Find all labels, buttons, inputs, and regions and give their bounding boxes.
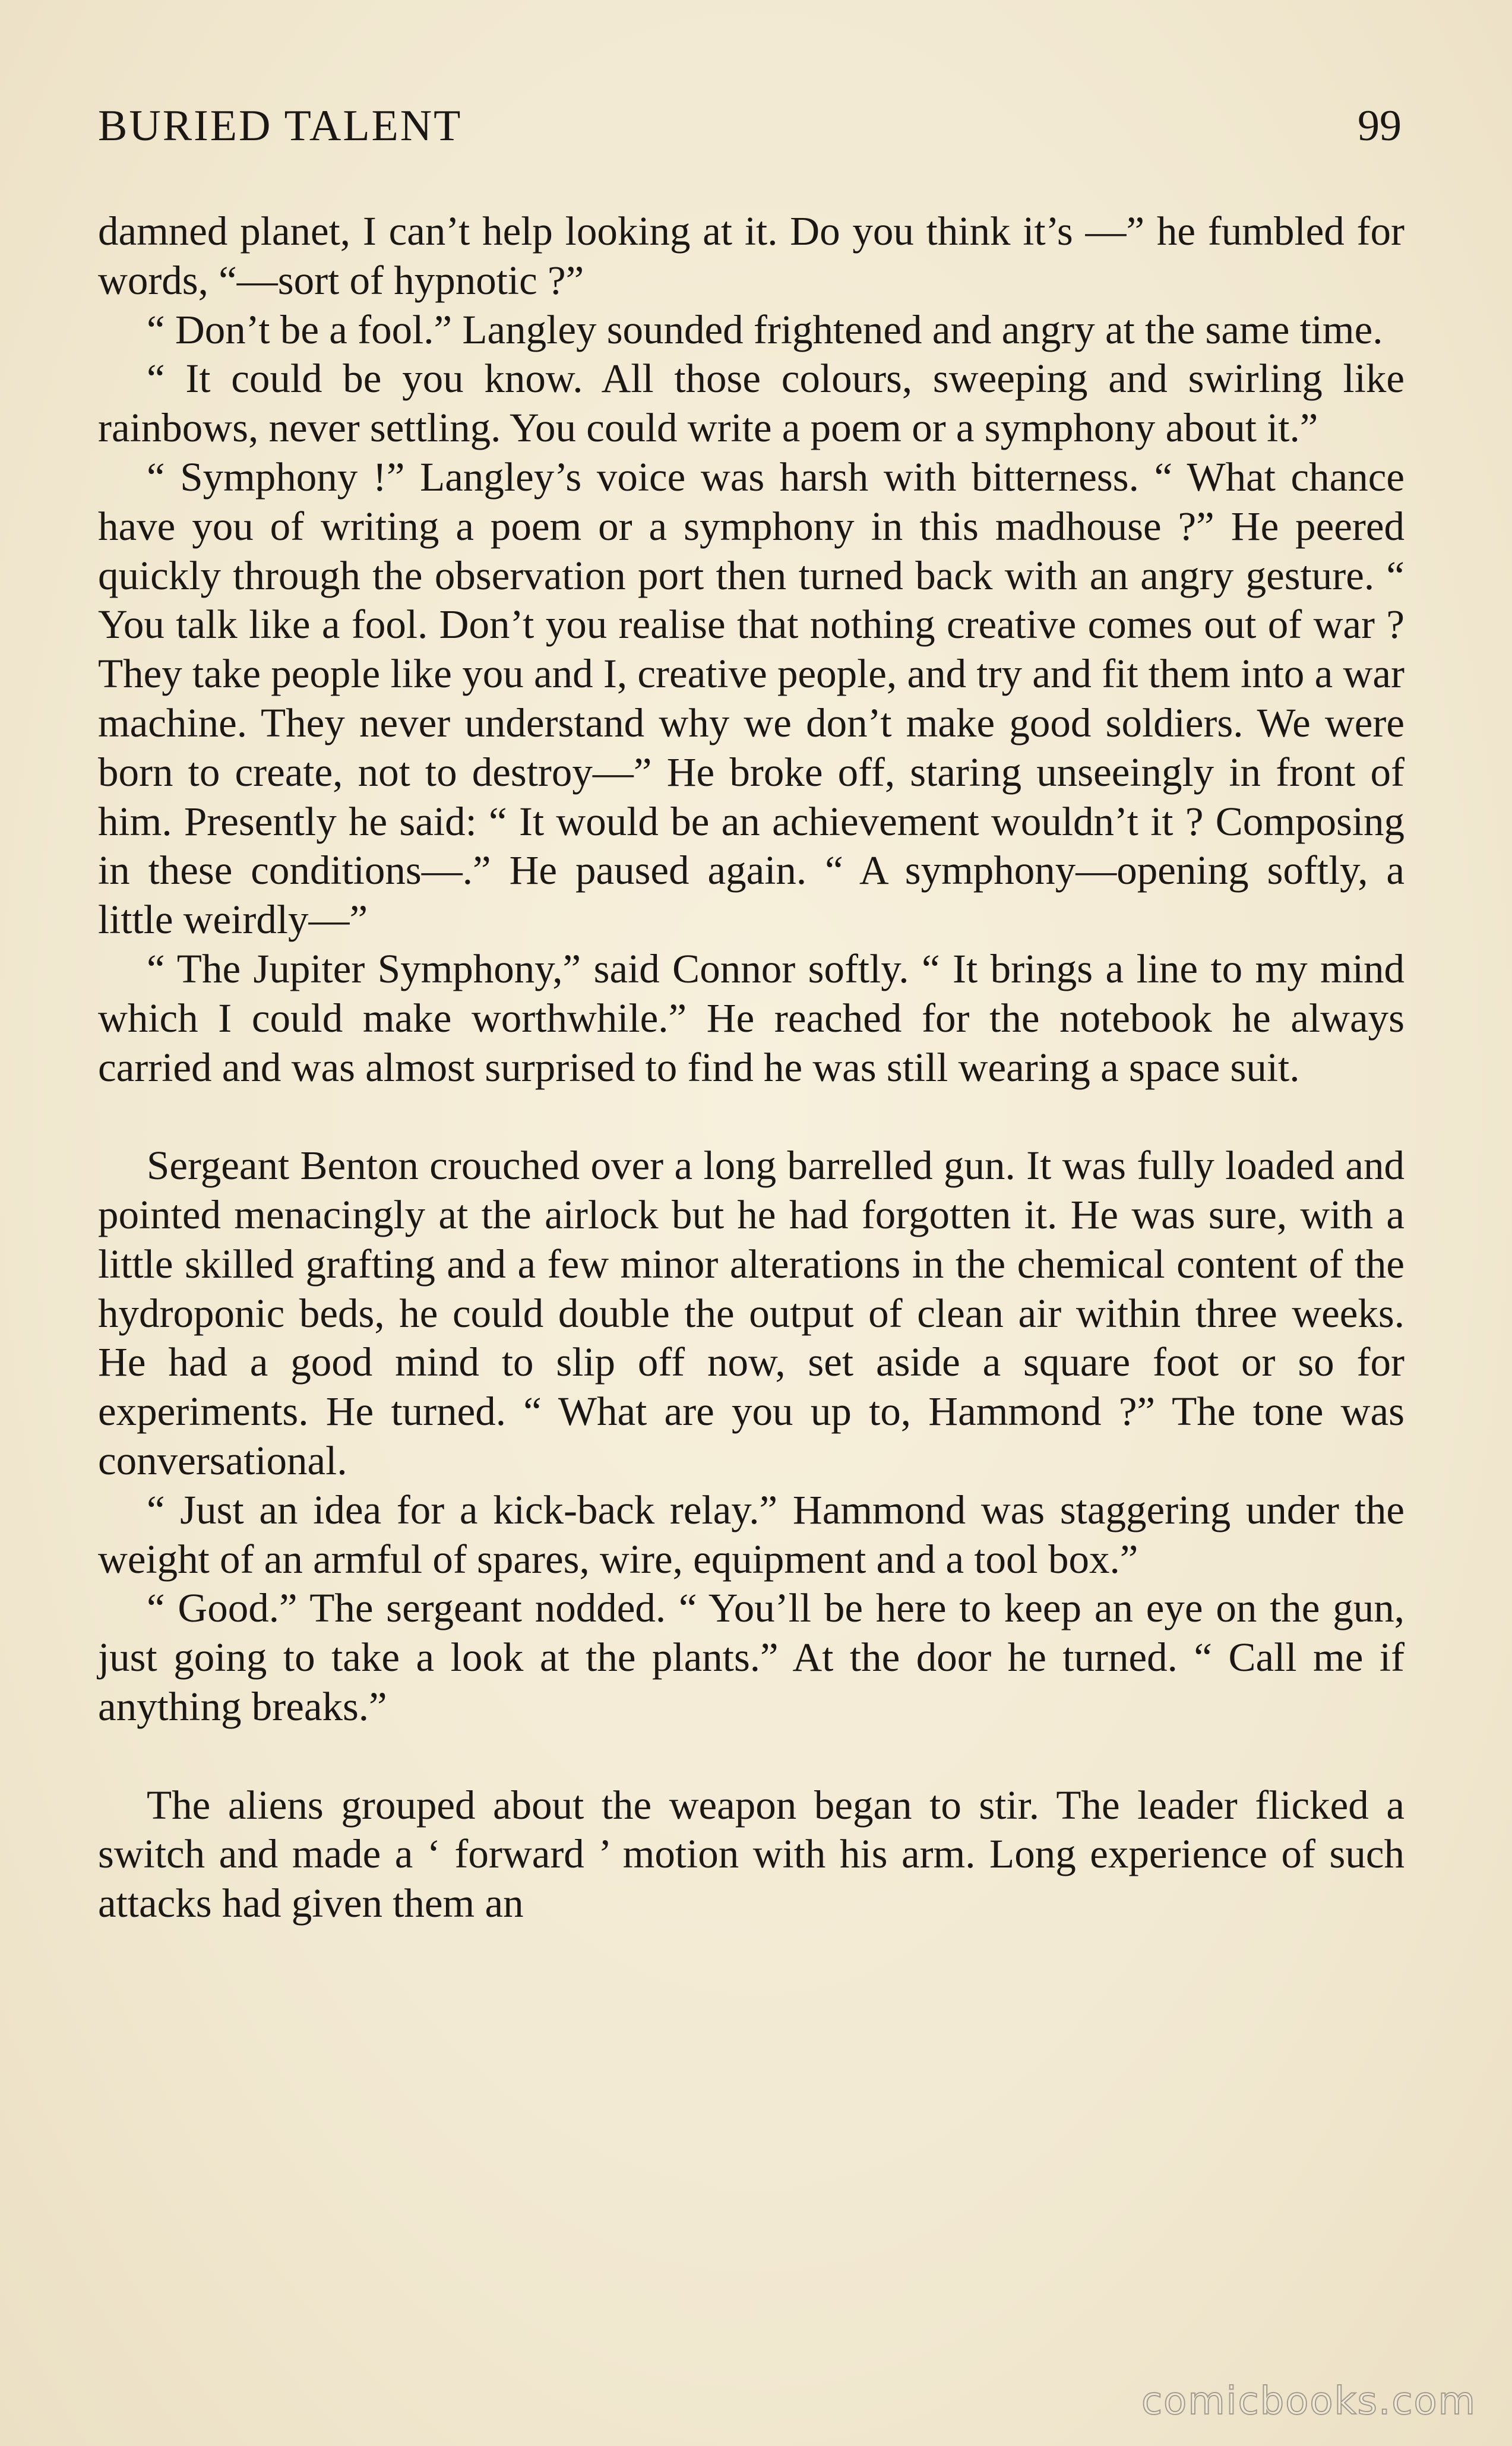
paragraph: “ Symphony !” Langley’s voice was harsh with bitterness. “ What chance have you of writing a poem or a symphony in this madhouse ?” He peered quickly through the observation port then turned back with an angry gesture. “ You talk like a fool. Don’t you realise that nothing creative comes out of war ? They take people like you and I, creative people, and try and fit them into a war machine. They never understand why we don’t make good soldiers. We were born to create, not to destroy—” He broke off, staring unseeingly in front of him. Presently he said: “ It would be an achievement wouldn’t it ? Composing in these conditions—.” He paused again. “ A symphony—opening softly, a little weirdly—”: [98, 454, 1405, 943]
paragraph: “ The Jupiter Symphony,” said Connor softly. “ It brings a line to my mind which I could make worthwhile.” He reached for the notebook he always carried and was almost surprised to find he was still wearing a space suit.: [98, 946, 1405, 1090]
paragraph: “ Don’t be a fool.” Langley sounded frightened and angry at the same time.: [147, 306, 1383, 352]
page-number: 99: [1358, 102, 1402, 150]
page-header: [98, 101, 1402, 166]
paragraph: “ Just an idea for a kick-back relay.” Hammond was staggering under the weight of an armful of spares, wire, equipment and a tool box.”: [98, 1487, 1405, 1582]
paragraph: Sergeant Benton crouched over a long barrelled gun. It was fully loaded and pointed menacingly at the airlock but he had forgotten it. He was sure, with a little skilled grafting and a few minor alterations in the chemical content of the hydroponic beds, he could double the output of clean air within three weeks. He had a good mind to slip off now, set aside a square foot or so for experiments. He turned. “ What are you up to, Hammond ?” The tone was conversational.: [98, 1143, 1405, 1483]
paragraph: The aliens grouped about the weapon began to stir. The leader flicked a switch and made a ‘ forward ’ motion with his arm. Long experience of such attacks had given them an: [98, 1782, 1405, 1926]
body-text: [98, 207, 1405, 1928]
paragraph: “ It could be you know. All those colours, sweeping and swirling like rainbows, never settling. You could write a poem or a symphony about it.”: [98, 356, 1405, 451]
paragraph: “ Good.” The sergeant nodded. “ You’ll be here to keep an eye on the gun, just going to take a look at the plants.” At the door he turned. “ Call me if anything breaks.”: [98, 1585, 1405, 1729]
running-title: BURIED TALENT: [98, 102, 463, 150]
paragraph: damned planet, I can’t help looking at it. Do you think it’s —” he fumbled for words, “—sort of hypnotic ?”: [98, 208, 1405, 303]
watermark: comicbooks.com: [1141, 2379, 1476, 2423]
